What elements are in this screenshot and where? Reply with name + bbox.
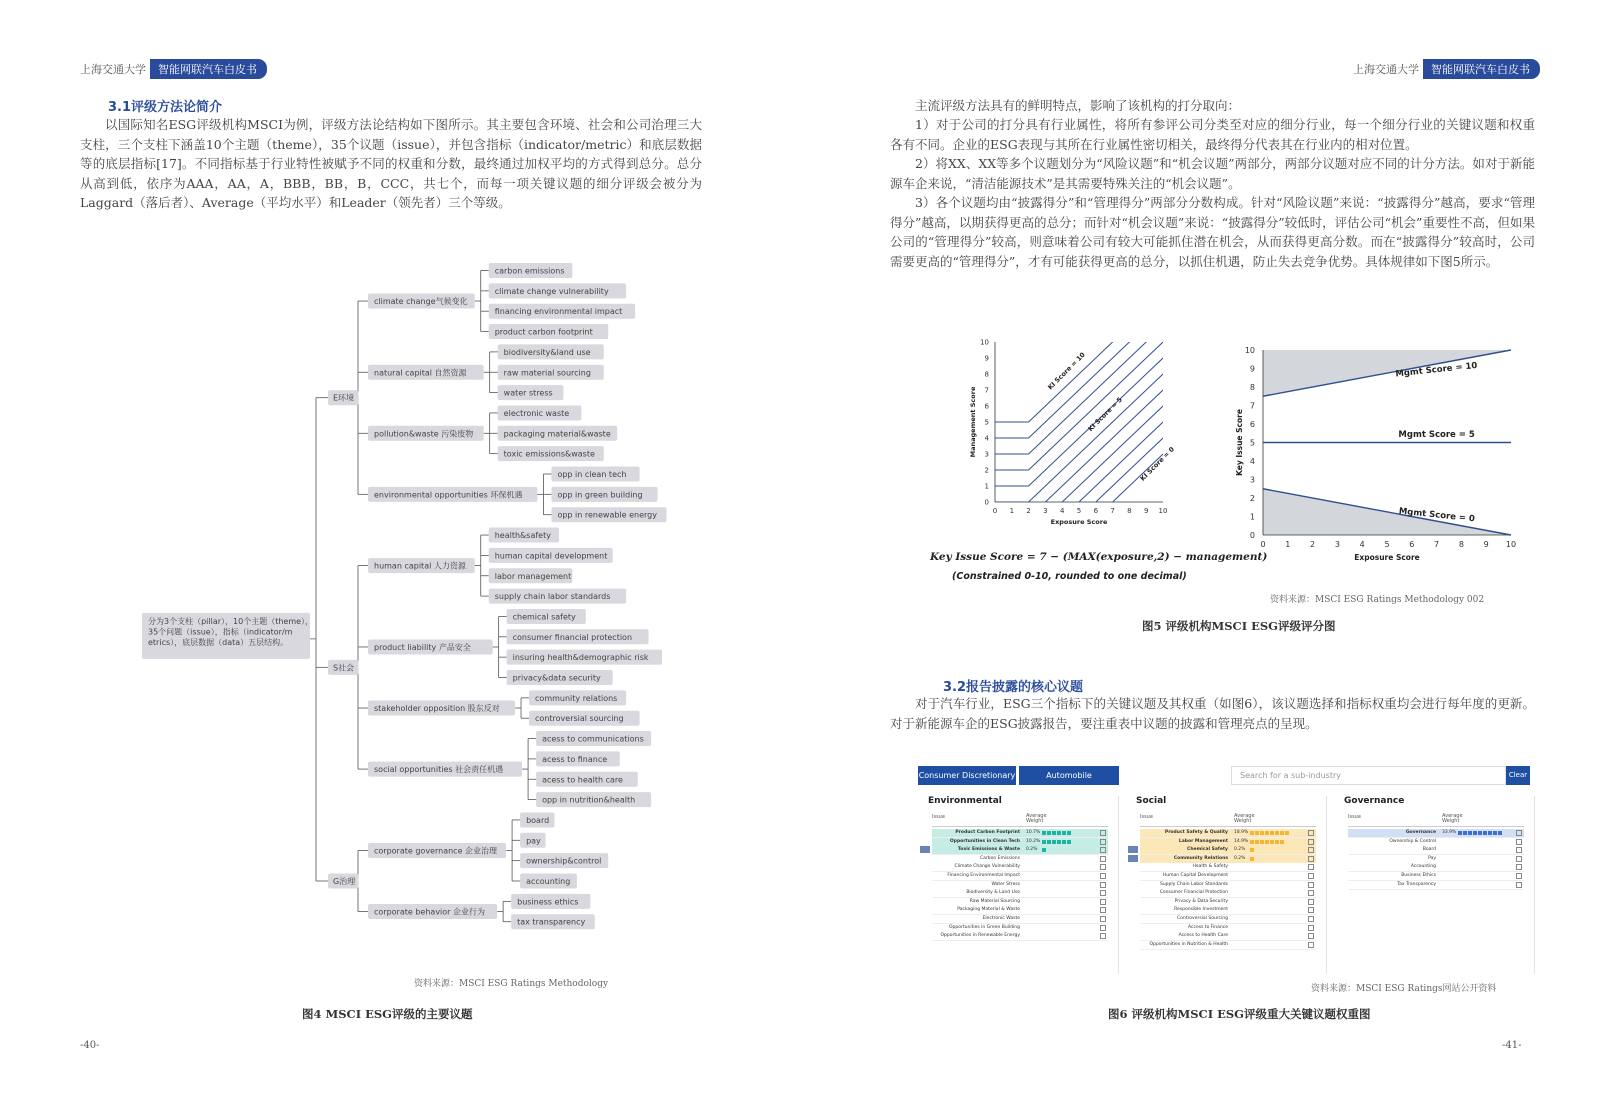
issue-label: product carbon footprint	[494, 327, 593, 337]
key-issue-formula: Key Issue Score = 7 − (MAX(exposure,2) − management)	[930, 551, 1268, 563]
score-annotation: KI Score = 10	[1046, 350, 1087, 392]
issue-label: carbon emissions	[494, 266, 565, 276]
connector	[310, 398, 316, 881]
series-label: Mgmt Score = 0	[1398, 506, 1476, 525]
issue-name: Opportunities in Clean Tech	[949, 838, 1020, 844]
theme-label: product liability 产品安全	[374, 642, 471, 652]
external-link-icon[interactable]	[1516, 830, 1522, 836]
issue-label: electronic waste	[503, 408, 570, 418]
issue-label: opp in clean tech	[557, 470, 627, 479]
external-link-icon[interactable]	[1100, 856, 1106, 862]
issue-label: opp in renewable energy	[557, 510, 657, 520]
issue-label: toxic emissions&waste	[503, 449, 595, 459]
weight-bar-segment	[1062, 831, 1066, 835]
y-axis-label: Management Score	[969, 386, 977, 458]
rating-features: 主流评级方法具有的鲜明特点，影响了该机构的打分取向：	[915, 98, 1241, 113]
external-link-icon[interactable]	[1516, 873, 1522, 879]
external-link-icon[interactable]	[1100, 864, 1106, 870]
column-issue: Issue	[1140, 814, 1153, 820]
external-link-icon[interactable]	[1308, 925, 1314, 931]
y-tick-label: 7	[1249, 401, 1255, 411]
issue-name: Labor Management	[1178, 838, 1228, 844]
issue-weight: 0.2%	[1026, 847, 1038, 853]
issue-name: Responsible Investment	[1174, 907, 1228, 913]
external-link-icon[interactable]	[1100, 882, 1106, 888]
page-number-right: -41-	[1502, 1040, 1522, 1051]
external-link-icon[interactable]	[1100, 847, 1106, 853]
x-tick-label: 7	[1434, 540, 1440, 549]
issue-label: packaging material&waste	[503, 429, 611, 439]
issue-name: Biodiversity & Land Use	[966, 890, 1020, 896]
issue-label: acess to communications	[542, 734, 644, 744]
theme-label: pollution&waste 污染废物	[374, 429, 474, 439]
page-number-left: -40-	[80, 1040, 100, 1051]
issue-name: Business Ethics	[1401, 873, 1436, 878]
header-university: 上海交通大学	[80, 63, 146, 76]
x-axis-label: Exposure Score	[1050, 518, 1108, 526]
issue-label: biodiversity&land use	[503, 347, 591, 357]
column-issue: Issue	[932, 814, 945, 820]
weight-bar-segment	[1042, 831, 1046, 835]
x-tick-label: 3	[1334, 540, 1340, 549]
external-link-icon[interactable]	[1100, 933, 1106, 939]
key-issue-badge	[1128, 846, 1138, 853]
x-tick-label: 2	[1310, 540, 1316, 549]
header-title: 智能网联汽车白皮书	[1423, 59, 1540, 79]
issue-label: opp in green building	[557, 490, 643, 500]
x-tick-label: 6	[1093, 507, 1099, 515]
issue-name: Privacy & Data Security	[1174, 898, 1228, 904]
x-tick-label: 5	[1076, 507, 1082, 515]
figure4-caption: 图4 MSCI ESG评级的主要议题	[302, 1007, 473, 1021]
x-tick-label: 10	[1158, 507, 1168, 515]
issue-label: community relations	[535, 693, 618, 703]
weight-bar-segment	[1280, 831, 1284, 835]
series-label: Mgmt Score = 5	[1398, 429, 1475, 440]
issue-row[interactable]	[1348, 881, 1524, 890]
y-tick-label: 7	[984, 386, 989, 395]
weight-bar-segment	[1255, 831, 1259, 835]
y-tick-label: 9	[984, 354, 989, 363]
point-3: 3）各个议题均由“披露得分”和“管理得分”两部分分数构成。针对“风险议题”来说：“披露得分”越高，要求“管理得分”越高，以期获得更高的总分；而针对“机会议题”来说：“披露得分”较低时，评估公司“机会”重要性不高，但如果公司的“管理得分”较高，则意味着公司有较大可能抓住潜在机会，从而获得更高分数。而在“披露得分”较高时，公司需要更高的“管理得分”，才有可能获得更高的总分，以抓住机遇，防止失去竞争优势。具体规律如下图5所示。	[890, 195, 1535, 269]
issue-label: opp in nutrition&health	[542, 795, 636, 805]
issue-weight: 33.9%	[1442, 830, 1457, 835]
issue-name: Carbon Emissions	[979, 855, 1020, 861]
section-title-2: 3.2报告披露的核心议题	[943, 680, 1084, 695]
issue-label: financing environmental impact	[494, 307, 623, 317]
issue-name: Opportunities in Nutrition & Health	[1149, 941, 1228, 947]
theme-label: environmental opportunities 环保机遇	[374, 490, 523, 500]
issue-label: insuring health&demographic risk	[512, 653, 649, 663]
y-tick-label: 6	[1249, 420, 1255, 429]
external-link-icon[interactable]	[1516, 839, 1522, 845]
panel-header-row	[1140, 814, 1316, 827]
x-tick-label: 0	[992, 507, 998, 515]
weight-bar-segment	[1255, 840, 1259, 844]
issue-weight: 14.9%	[1234, 838, 1249, 844]
score-annotation: KI Score = 5	[1086, 395, 1124, 434]
weight-bar-segment	[1488, 831, 1492, 835]
x-axis-label: Exposure Score	[1354, 553, 1420, 562]
issue-label: privacy&data security	[512, 673, 601, 683]
weight-bar-segment	[1042, 840, 1046, 844]
x-tick-label: 1	[1285, 540, 1291, 549]
weight-bar-segment	[1493, 831, 1497, 835]
theme-label: climate change气候变化	[374, 297, 468, 307]
external-link-icon[interactable]	[1100, 925, 1106, 931]
weight-bar-segment	[1067, 840, 1071, 844]
weight-bar-segment	[1275, 840, 1279, 844]
column-issue: Issue	[1348, 814, 1361, 820]
y-tick-label: 4	[1249, 457, 1255, 466]
tab-automobile-manufacturers[interactable]: Automobile Manufacturers	[1019, 766, 1119, 785]
x-tick-label: 9	[1143, 507, 1149, 515]
issue-name: Opportunities in Renewable Energy	[940, 933, 1020, 939]
y-tick-label: 8	[984, 370, 989, 379]
y-tick-label: 1	[1249, 512, 1255, 522]
external-link-icon[interactable]	[1516, 856, 1522, 862]
weight-bar-segment	[1458, 831, 1462, 835]
column-average-weight: Average Weight	[1442, 813, 1463, 824]
issue-label: chemical safety	[512, 612, 576, 622]
search-input[interactable]: Search for a sub-industry	[1231, 766, 1506, 785]
external-link-icon[interactable]	[1308, 899, 1314, 905]
management-score-chart	[965, 338, 1175, 538]
header-university: 上海交通大学	[1353, 63, 1419, 76]
issue-weight: 0.2%	[1234, 855, 1246, 861]
pillar-label: S社会	[333, 663, 355, 673]
key-issue-score-chart	[1235, 344, 1535, 576]
core-issues-paragraph: 对于汽车行业，ESG三个指标下的关键议题及其权重（如图6），该议题选择和指标权重均会进行每年度的更新。对于新能源车企的ESG披露报告，要注重表中议题的披露和管理亮点的呈现。	[890, 696, 1535, 731]
issue-name: Community Relations	[1173, 855, 1228, 861]
x-tick-label: 2	[1026, 507, 1031, 515]
y-tick-label: 3	[1249, 475, 1255, 485]
issue-name: Opportunities in Green Building	[949, 924, 1020, 930]
issue-name: Climate Change Vulnerability	[954, 864, 1020, 870]
weight-bar-segment	[1473, 831, 1477, 835]
issue-weight: 10.2%	[1026, 838, 1041, 844]
weight-bar-segment	[1042, 848, 1046, 852]
y-tick-label: 2	[1249, 494, 1255, 503]
external-link-icon[interactable]	[1100, 890, 1106, 896]
issue-name: Controversial Sourcing	[1177, 916, 1228, 921]
theme-label: corporate governance 企业治理	[374, 846, 498, 856]
issue-name: Packaging Material & Waste	[957, 907, 1020, 913]
issue-label: pay	[526, 836, 541, 846]
y-tick-label: 1	[984, 482, 989, 491]
right-header	[1353, 59, 1540, 79]
panel-environmental	[918, 796, 1119, 974]
x-tick-label: 3	[1043, 507, 1048, 515]
external-link-icon[interactable]	[1308, 830, 1314, 836]
issue-name: Financing Environmental Impact	[947, 873, 1020, 878]
weight-bar-segment	[1250, 857, 1254, 861]
issue-name: Chemical Safety	[1187, 847, 1228, 853]
issue-name: Governance	[1405, 830, 1436, 835]
tab-consumer-discretionary[interactable]: Consumer Discretionary	[918, 766, 1016, 785]
weight-bar-segment	[1250, 848, 1254, 852]
issue-name: Product Carbon Footprint	[955, 830, 1020, 835]
x-tick-label: 0	[1260, 540, 1266, 549]
external-link-icon[interactable]	[1100, 873, 1106, 879]
y-tick-label: 5	[984, 418, 989, 427]
weight-bar-segment	[1047, 831, 1051, 835]
header-title: 智能网联汽车白皮书	[150, 59, 267, 79]
issue-label: tax transparency	[517, 917, 586, 927]
issue-label: supply chain labor standards	[494, 592, 611, 602]
weight-bar-segment	[1463, 831, 1467, 835]
external-link-icon[interactable]	[1308, 882, 1314, 888]
issue-label: ownership&control	[526, 856, 602, 866]
external-link-icon[interactable]	[1100, 916, 1106, 922]
msci-weights-screenshot	[918, 766, 1538, 976]
pillar-label: G治理	[333, 877, 356, 886]
x-tick-label: 4	[1359, 540, 1365, 549]
issue-name: Product Safety & Quality	[1164, 830, 1228, 835]
issue-label: board	[526, 815, 550, 825]
weight-bar-segment	[1057, 831, 1061, 835]
weight-bar-segment	[1052, 840, 1056, 844]
issue-label: acess to health care	[542, 775, 623, 785]
panel-header-row	[932, 814, 1108, 827]
key-issue-badge	[1128, 855, 1138, 862]
issue-name: Pay	[1428, 855, 1436, 861]
issue-name: Toxic Emissions & Waste	[957, 847, 1020, 853]
theme-label: human capital 人力资源	[374, 561, 466, 571]
x-tick-label: 4	[1059, 507, 1065, 515]
issue-name: Tax Transparency	[1397, 881, 1436, 887]
issue-name: Ownership & Control	[1389, 838, 1436, 844]
pillar-label: E环境	[333, 393, 355, 403]
point-2: 2）将XX、XX等多个议题划分为“风险议题”和“机会议题”两部分，两部分议题对应不同的计分方法。如对于新能源车企来说，“清洁能源技术”是其需要特殊关注的“机会议题”。	[890, 156, 1535, 191]
weight-bar-segment	[1498, 831, 1502, 835]
y-axis-label: Key Issue Score	[1235, 409, 1244, 476]
theme-label: natural capital 自然资源	[374, 368, 467, 378]
figure5-caption: 图5 评级机构MSCI ESG评级评分图	[1142, 619, 1336, 633]
issue-name: Board	[1422, 847, 1436, 853]
y-tick-label: 4	[984, 434, 989, 443]
external-link-icon[interactable]	[1516, 882, 1522, 888]
weight-bar-segment	[1280, 840, 1284, 844]
issue-weight: 18.9%	[1234, 830, 1249, 835]
key-issue-badge	[920, 846, 930, 853]
column-average-weight: Average Weight	[1234, 813, 1255, 824]
issue-label: climate change vulnerability	[494, 286, 609, 296]
point-1: 1）对于公司的打分具有行业属性，将所有参评公司分类至对应的细分行业，每一个细分行业的关键议题和权重各有不同。企业的ESG表现与其所在行业属性密切相关，最终得分代表其在行业内的相对位置。	[890, 117, 1535, 152]
external-link-icon[interactable]	[1100, 907, 1106, 913]
clear-button[interactable]: Clear	[1506, 766, 1530, 785]
issue-label: water stress	[503, 388, 553, 398]
left-header	[80, 59, 267, 79]
weight-bar-segment	[1250, 831, 1254, 835]
issue-label: health&safety	[494, 531, 551, 541]
weight-bar-segment	[1468, 831, 1472, 835]
issue-weight: 10.7%	[1026, 830, 1041, 835]
weight-bar-segment	[1057, 840, 1061, 844]
y-tick-label: 3	[984, 450, 989, 459]
external-link-icon[interactable]	[1308, 847, 1314, 853]
y-tick-label: 0	[1249, 531, 1255, 540]
weight-bar-segment	[1067, 831, 1071, 835]
iso-score-line	[1045, 390, 1163, 502]
figure6-caption: 图6 评级机构MSCI ESG评级重大关键议题权重图	[1108, 1007, 1371, 1021]
issue-name: Water Stress	[991, 881, 1020, 887]
x-tick-label: 9	[1483, 540, 1489, 549]
x-tick-label: 7	[1110, 507, 1115, 515]
figure5-source: 资料来源：MSCI ESG Ratings Methodology 002	[1270, 595, 1485, 605]
external-link-icon[interactable]	[1100, 830, 1106, 836]
external-link-icon[interactable]	[1516, 847, 1522, 853]
series-label: Mgmt Score = 10	[1394, 360, 1478, 380]
weight-bar-segment	[1062, 840, 1066, 844]
issue-label: human capital development	[494, 551, 608, 561]
x-tick-label: 8	[1458, 540, 1464, 549]
theme-label: corporate behavior 企业行为	[374, 907, 486, 917]
issue-label: controversial sourcing	[535, 714, 624, 724]
external-link-icon[interactable]	[1308, 890, 1314, 896]
x-tick-label: 1	[1009, 507, 1015, 515]
score-annotation: KI Score = 0	[1138, 445, 1176, 483]
issue-label: accounting	[526, 877, 571, 886]
column-average-weight: Average Weight	[1026, 813, 1047, 824]
weight-bar-segment	[1260, 840, 1264, 844]
external-link-icon[interactable]	[1308, 839, 1314, 845]
issue-name: Human Capital Development	[1162, 873, 1228, 878]
x-tick-label: 8	[1127, 507, 1132, 515]
weight-bar-segment	[1270, 831, 1274, 835]
external-link-icon[interactable]	[1516, 864, 1522, 870]
esg-mindmap	[140, 262, 657, 942]
y-tick-label: 10	[1244, 346, 1255, 355]
external-link-icon[interactable]	[1308, 864, 1314, 870]
panel-governance	[1334, 796, 1535, 974]
y-tick-label: 8	[1249, 383, 1255, 392]
formula-note: (Constrained 0-10, rounded to one decimal)	[952, 571, 1187, 582]
external-link-icon[interactable]	[1308, 933, 1314, 939]
figure4-source: 资料来源：MSCI ESG Ratings Methodology	[414, 979, 609, 989]
issue-label: consumer financial protection	[512, 632, 633, 642]
external-link-icon[interactable]	[1100, 899, 1106, 905]
y-tick-label: 6	[984, 402, 989, 411]
y-tick-label: 9	[1249, 364, 1255, 374]
issue-weight: 0.2%	[1234, 847, 1246, 853]
rating-points	[890, 115, 1535, 271]
issue-name: Supply Chain Labor Standards	[1159, 881, 1228, 887]
issue-name: Electronic Waste	[982, 916, 1020, 921]
weight-bar-segment	[1052, 831, 1056, 835]
weight-bar-segment	[1250, 840, 1254, 844]
issue-name: Access to Health Care	[1178, 933, 1228, 939]
external-link-icon[interactable]	[1308, 907, 1314, 913]
y-tick-label: 2	[984, 466, 989, 475]
weight-bar-segment	[1047, 840, 1051, 844]
issue-label: business ethics	[517, 897, 579, 907]
weight-bar-segment	[1275, 831, 1279, 835]
y-tick-label: 5	[1249, 438, 1255, 448]
weight-bar-segment	[1260, 831, 1264, 835]
theme-label: stakeholder opposition 股东反对	[374, 704, 500, 714]
iso-score-line	[1079, 422, 1163, 502]
y-tick-label: 0	[984, 498, 989, 507]
x-tick-label: 10	[1505, 540, 1517, 549]
issue-name: Consumer Financial Protection	[1159, 890, 1228, 896]
external-link-icon[interactable]	[1308, 873, 1314, 879]
external-link-icon[interactable]	[1308, 856, 1314, 862]
intro-paragraph: 以国际知名ESG评级机构MSCI为例，评级方法论结构如下图所示。其主要包含环境、社会和公司治理三大支柱，三个支柱下涵盖10个主题（theme），35个议题（issue），并包含指标（indicator/metric）和底层数据等的底层指标[17]。不同指标基于行业特性被赋予不同的权重和分数，最终通过加权平均的方式得到总分。总分从高到低，依序为AAA，AA，A，BBB，BB，B，CCC，共七个，而每一项关键议题的细分评级会被分为Laggard（落后者）、Average（平均水平）和Leader（领先者）三个等级。	[80, 117, 702, 210]
panel-title: Social	[1136, 796, 1167, 806]
issue-label: acess to finance	[542, 754, 608, 764]
figure6-source: 资料来源：MSCI ESG Ratings网站公开资料	[1311, 984, 1497, 994]
issue-name: Accounting	[1410, 864, 1436, 870]
iso-score-line	[1062, 406, 1163, 502]
weight-bar-segment	[1265, 840, 1269, 844]
issue-name: Access to Finance	[1188, 924, 1228, 930]
external-link-icon[interactable]	[1100, 839, 1106, 845]
issue-row[interactable]	[932, 932, 1108, 941]
root-label: 分为3个支柱（pillar），10个主题（theme）， 35个问题（issue），指标（indicator/m etrics），底层数据（data）五层结构。	[148, 616, 314, 647]
panel-title: Environmental	[928, 796, 1002, 806]
panel-social	[1126, 796, 1327, 974]
issue-panels	[918, 796, 1538, 976]
issue-label: raw material sourcing	[503, 368, 591, 378]
issue-label: labor management	[494, 571, 572, 581]
weight-bar-segment	[1478, 831, 1482, 835]
x-tick-label: 6	[1409, 540, 1415, 549]
external-link-icon[interactable]	[1308, 942, 1314, 948]
weight-bar-segment	[1270, 840, 1274, 844]
weight-bar-segment	[1285, 831, 1289, 835]
weight-bar-segment	[1483, 831, 1487, 835]
y-tick-label: 10	[980, 338, 989, 347]
panel-header-row	[1348, 814, 1524, 827]
issue-name: Health & Safety	[1192, 864, 1228, 870]
section-title: 3.1评级方法论简介	[108, 100, 223, 115]
theme-label: social opportunities 社会责任机遇	[374, 765, 504, 775]
issue-row[interactable]	[1140, 941, 1316, 950]
panel-title: Governance	[1344, 796, 1405, 806]
weight-bar-segment	[1265, 831, 1269, 835]
external-link-icon[interactable]	[1308, 916, 1314, 922]
x-tick-label: 5	[1384, 540, 1390, 549]
issue-name: Raw Material Sourcing	[969, 898, 1020, 904]
